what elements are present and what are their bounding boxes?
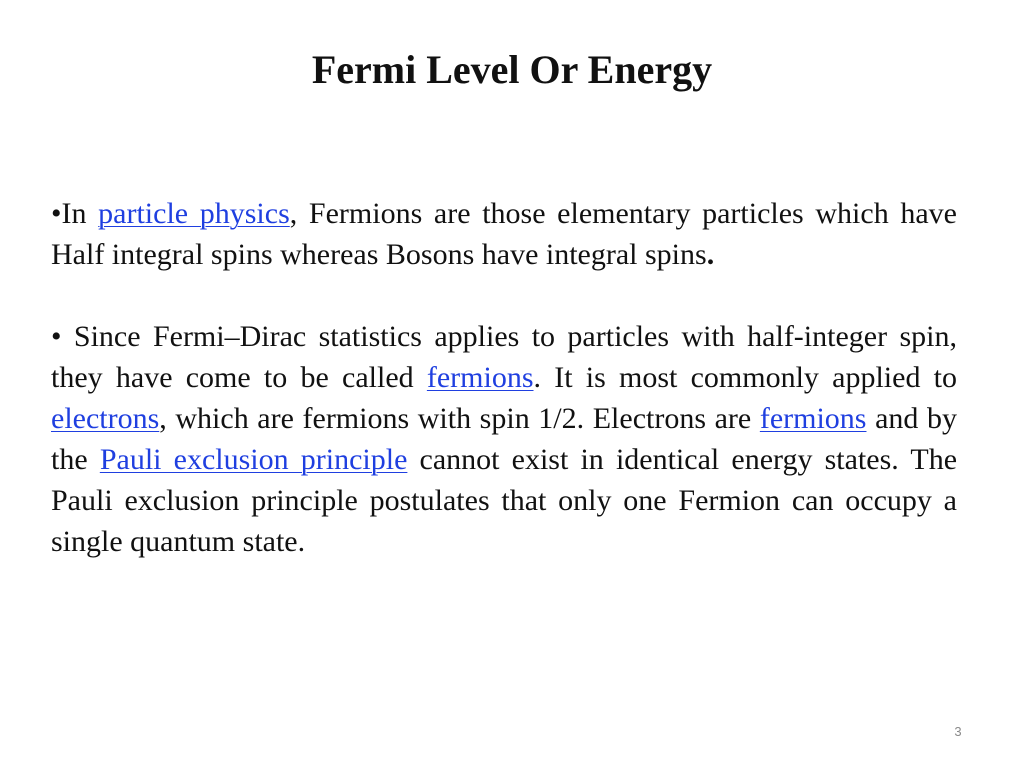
slide-body: [51, 193, 957, 562]
paragraph-text: and by the: [51, 402, 957, 476]
paragraph-text: cannot exist in identical energy states. The Pauli exclusion principle postulates that only one Fermion can occupy a single quantum state.: [51, 443, 958, 558]
link-electrons[interactable]: electrons: [51, 402, 160, 435]
paragraph-text: • Since Fermi–Dirac statistics applies to particles with half-integer spin, they have come to be called: [51, 320, 957, 394]
paragraph-text: . It is most commonly applied to: [533, 361, 958, 394]
link-particle-physics[interactable]: particle physics: [98, 197, 290, 230]
paragraph-end-period: .: [706, 238, 715, 271]
link-fermions[interactable]: fermions: [426, 361, 534, 394]
paragraph-fermions-definition: [51, 193, 957, 275]
paragraph-fermi-dirac-statistics: [51, 316, 957, 562]
page-number: 3: [954, 724, 962, 739]
slide-title: Fermi Level Or Energy: [311, 47, 713, 92]
link-fermions-second[interactable]: fermions: [759, 402, 867, 435]
paragraph-text: , which are fermions with spin 1/2. Electrons are: [159, 402, 760, 435]
link-pauli-exclusion-principle[interactable]: Pauli exclusion principle: [99, 443, 408, 476]
paragraph-text: •In: [51, 197, 99, 230]
paragraph-text: , Fermions are those elementary particles which have Half integral spins whereas Bosons have integral spins: [51, 197, 957, 271]
